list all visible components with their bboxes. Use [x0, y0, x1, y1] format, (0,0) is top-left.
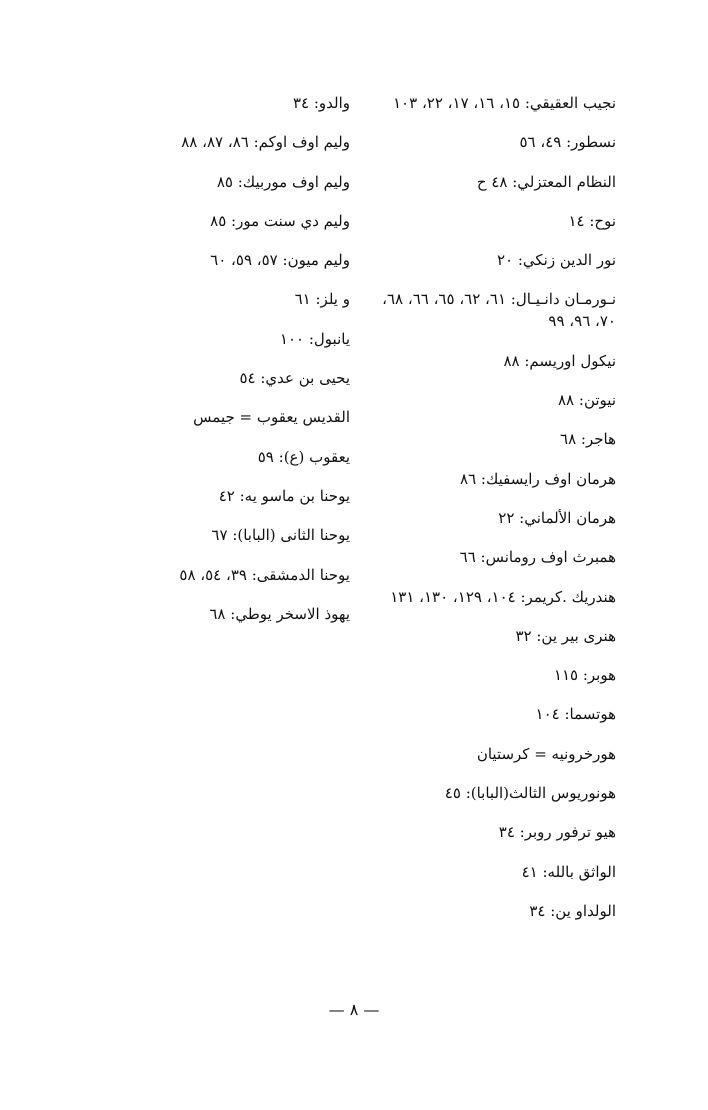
index-entry: و يلز: ٦١ [294, 290, 350, 309]
index-entry: هنرى بير ين: ٣٢ [515, 626, 616, 645]
index-entry: يحيى بن عدي: ٥٤ [239, 369, 350, 388]
index-entry: القديس يعقوب = جيمس [193, 408, 350, 427]
index-entry: نيكول اوريسم: ٨٨ [503, 351, 616, 370]
index-entry: هرمان اوف رايسفيك: ٨٦ [460, 469, 616, 488]
index-entry: نيوتن: ٨٨ [558, 391, 616, 410]
index-entry: وليم ميون: ٥٧، ٥٩، ٦٠ [210, 251, 350, 270]
index-entry: نـورمـان دانـيـال: ٦١، ٦٢، ٦٥، ٦٦، ٦٨، ٧٠، ٩٦، ٩٩ [382, 290, 616, 331]
index-entry: وليم اوف موربيك: ٨٥ [216, 172, 350, 191]
index-entry: همبرث اوف رومانس: ٦٦ [459, 548, 616, 567]
page-number: — ٨ — [328, 1000, 380, 1019]
index-entry: يهوذ الاسخر يوطي: ٦٨ [209, 604, 350, 623]
index-entry: هرمان الألماني: ٢٢ [498, 508, 616, 527]
index-column-left [140, 92, 350, 642]
index-entry: يوحنا الثانى (البابا): ٦٧ [211, 526, 350, 545]
index-entry: نوح: ١٤ [568, 211, 616, 230]
index-entry: وليم اوف اوكم: ٨٦، ٨٧، ٨٨ [181, 133, 350, 152]
index-entry: الولداو ين: ٣٤ [529, 901, 616, 920]
index-entry: هندريك .كريمر: ١٠٤، ١٢٩، ١٣٠، ١٣١ [390, 587, 616, 606]
index-entry: هوبر: ١١٥ [553, 666, 616, 685]
index-entry: وليم دي سنت مور: ٨٥ [210, 211, 350, 230]
index-entry: النظام المعتزلي: ٤٨ ح [476, 172, 616, 191]
index-entry: يوحنا الدمشقى: ٣٩، ٥٤، ٥٨ [179, 565, 350, 584]
index-entry: والدو: ٣٤ [292, 94, 350, 112]
index-entry: هونوريوس الثالث(البابا): ٤٥ [444, 784, 616, 803]
index-entry: هورخرونيه = كرستيان [476, 744, 616, 763]
index-entry: نسطور: ٤٩، ٥٦ [519, 133, 616, 152]
index-entry: هاجر: ٦٨ [560, 430, 616, 449]
index-entry: نور الدين زنكي: ٢٠ [496, 251, 616, 270]
index-entry: يانبول: ١٠٠ [279, 329, 350, 348]
index-entry: هوتسما: ١٠٤ [535, 705, 616, 724]
index-column-right [366, 92, 616, 939]
index-entry: يوحنا بن ماسو يه: ٤٢ [218, 486, 350, 505]
index-entry: هيو ترفور روبر: ٣٤ [498, 823, 616, 842]
index-entry: نجيب العقيقي: ١٥، ١٦، ١٧، ٢٢، ١٠٣ [393, 94, 616, 112]
index-entry: يعقوب (ع): ٥٩ [257, 447, 350, 466]
index-entry: الواثق بالله: ٤١ [521, 862, 616, 881]
